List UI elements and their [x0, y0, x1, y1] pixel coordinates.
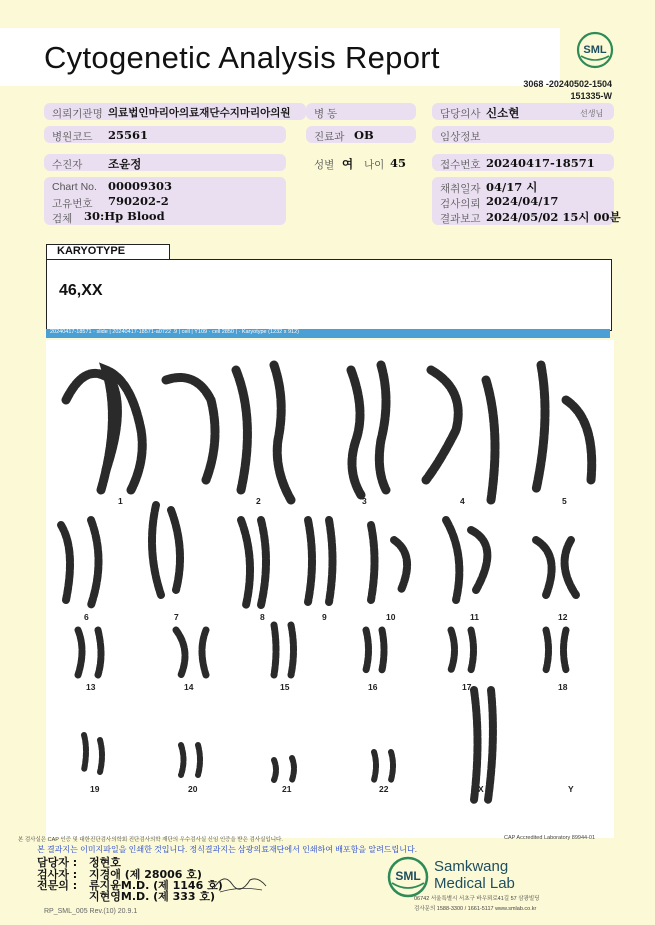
- chromosome-6b: [91, 520, 99, 605]
- chr-label-5: 5: [562, 496, 567, 506]
- chr-label-8: 8: [260, 612, 265, 622]
- chromosome-12b: [565, 540, 576, 595]
- chromosome-12a: [536, 540, 552, 595]
- staff-name-2: 지경애 (제 28006 호): [89, 868, 202, 881]
- chr-label-1: 1: [118, 496, 123, 506]
- chr-label-9: 9: [322, 612, 327, 622]
- accession-value: 20240417-18571: [486, 156, 595, 170]
- chr-label-y: Y: [568, 784, 574, 794]
- chromosome-18b: [564, 630, 567, 670]
- chromosome-14b: [202, 630, 206, 675]
- chr-label-11: 11: [470, 612, 479, 622]
- chr-label-3: 3: [362, 496, 367, 506]
- chr-label-16: 16: [368, 682, 378, 692]
- chromosome-16a: [366, 630, 369, 670]
- chromosome-xa: [474, 690, 478, 800]
- chromosome-21b: [292, 758, 294, 780]
- samkwang-logo-text: SML: [395, 869, 421, 883]
- chromosome-20b: [198, 745, 200, 775]
- institution-label: 의뢰기관명: [52, 108, 103, 120]
- chromosome-7b: [171, 510, 180, 590]
- specimen-label: 검체: [52, 213, 73, 225]
- chr-label-4: 4: [460, 496, 465, 506]
- collect-label: 채취일자: [440, 183, 481, 195]
- chromosome-2c: [274, 365, 291, 500]
- karyogram-chromosomes: [46, 340, 614, 838]
- signature-icon: [210, 868, 270, 896]
- chromosome-15b: [291, 625, 294, 675]
- institution-value: 의료법인마리아의료재단수지마리아의원: [108, 107, 291, 119]
- chr-label-19: 19: [90, 784, 100, 794]
- chromosome-2a: [166, 378, 215, 481]
- accreditation-note: CAP Accredited Laboratory 89944-01: [504, 835, 596, 841]
- chromosome-16b: [382, 630, 384, 670]
- doctor-suffix: 선생님: [580, 109, 604, 118]
- specimen-value: 30:Hp Blood: [84, 209, 165, 223]
- chromosome-18a: [546, 630, 549, 670]
- lab-name: [434, 858, 515, 892]
- karyotype-box: [46, 259, 612, 331]
- chromosome-4a: [426, 370, 458, 480]
- chromosome-22b: [391, 752, 393, 780]
- staff-name-3: 류지윤M.D. (제 1146 호): [89, 879, 223, 892]
- chromosome-14a: [176, 630, 185, 675]
- dept-value: OB: [354, 128, 374, 142]
- chr-label-17: 17: [462, 682, 472, 692]
- request-label: 검사의뢰: [440, 198, 481, 210]
- chromosome-8a: [241, 520, 250, 605]
- report-title: Cytogenetic Analysis Report: [44, 40, 440, 75]
- image-info-text: 20240417-18571 · slide | 20240417-18571-a0722 .9 | cell | Y109 · cell 2850 | · Karyotype (1232 x 912): [50, 329, 300, 335]
- chromosome-3b: [379, 365, 386, 490]
- chromosome-19a: [84, 735, 86, 770]
- ref-line-1: 3068 -20240502-1504: [523, 79, 612, 89]
- accession-label: 접수번호: [440, 159, 481, 171]
- chromosome-10a: [371, 525, 375, 600]
- chromosome-21a: [274, 760, 276, 780]
- sex-value: 여: [342, 157, 354, 171]
- dept-label: 진료과: [314, 131, 345, 143]
- chromosome-5b: [566, 400, 592, 480]
- chromosome-13a: [78, 630, 82, 675]
- staff-name-1: 정현호: [89, 856, 121, 869]
- chr-label-x: X: [478, 784, 484, 794]
- chromosome-9b: [329, 520, 333, 602]
- lab-address: 06742 서울특별시 서초구 바우뫼로41길 57 삼광빌딩: [414, 896, 540, 902]
- sml-logo-icon: [575, 30, 615, 70]
- lab-name-line-1: Samkwang: [434, 858, 509, 875]
- request-value: 2024/04/17: [486, 194, 559, 208]
- karyogram-image: [46, 340, 614, 838]
- doctor-value: 신소현: [486, 106, 520, 120]
- lab-phone: 검사문의 1588-3300 / 1661-5117 www.smlab.co.kr: [414, 906, 537, 912]
- chr-label-20: 20: [188, 784, 198, 794]
- clinical-label: 임상정보: [440, 131, 481, 143]
- chr-label-18: 18: [558, 682, 568, 692]
- form-code: RP_SML_005 Rev.(10) 20.9.1: [44, 908, 138, 915]
- collect-value: 04/17 시: [486, 180, 538, 194]
- chromosome-3a: [351, 370, 361, 495]
- chr-label-13: 13: [86, 682, 96, 692]
- staff-line-4: [37, 888, 215, 904]
- id-value: 790202-2: [108, 194, 169, 208]
- chromosome-11a: [446, 520, 459, 600]
- chromosome-5a: [536, 365, 545, 490]
- patient-value: 조윤정: [108, 157, 142, 171]
- chromosome-10b: [394, 540, 407, 590]
- chromosome-xb: [488, 690, 493, 800]
- sex-label: 성별: [314, 159, 335, 171]
- chromosome-4b: [486, 380, 495, 500]
- hospital-code-value: 25561: [108, 128, 149, 142]
- image-info-bar: [46, 329, 610, 338]
- ward-label: 병 동: [314, 108, 338, 120]
- notice-text: 본 결과지는 이미지파일을 인쇄한 것입니다. 정식결과지는 삼광의료재단에서 인쇄하여 배포함을 알려드립니다.: [37, 845, 417, 854]
- chromosome-17b: [471, 630, 474, 670]
- fine-print: 본 검사실은 CAP 인증 및 대한진단검사의학회 진단검사의학 재단의 우수검사실 신임 인증을 받은 검사실입니다.: [18, 837, 283, 843]
- samkwang-logo-icon: [386, 855, 430, 899]
- staff-role-2: 검사자 :: [37, 868, 78, 881]
- doctor-label: 담당의사: [440, 108, 481, 120]
- age-value: 45: [390, 156, 407, 170]
- chromosome-13b: [98, 630, 101, 675]
- chr-label-15: 15: [280, 682, 290, 692]
- staff-name-4: 지현영M.D. (제 333 호): [89, 890, 216, 903]
- id-label: 고유번호: [52, 198, 93, 210]
- karyotype-tab: [46, 244, 170, 260]
- chromosome-9a: [308, 520, 312, 602]
- chromosome-20a: [181, 745, 184, 775]
- report-value: 2024/05/02 15시 00분: [486, 210, 621, 224]
- hospital-code-label: 병원코드: [52, 131, 93, 143]
- chromosome-22a: [374, 752, 376, 780]
- chromosome-6a: [61, 525, 70, 600]
- chr-label-21: 21: [282, 784, 292, 794]
- lab-name-line-2: Medical Lab: [434, 875, 515, 892]
- chromosome-11b: [471, 530, 487, 590]
- staff-role-1: 담당자 :: [37, 856, 78, 869]
- sml-logo-text: SML: [583, 44, 607, 56]
- chart-value: 00009303: [108, 179, 173, 193]
- patient-label: 수진자: [52, 159, 83, 171]
- chromosome-1b: [101, 370, 142, 490]
- karyotype-label: KARYOTYPE: [57, 245, 126, 257]
- reference-number: [520, 78, 612, 102]
- report-label: 결과보고: [440, 213, 481, 225]
- chr-label-7: 7: [174, 612, 179, 622]
- chr-label-10: 10: [386, 612, 396, 622]
- chr-label-6: 6: [84, 612, 89, 622]
- age-label: 나이: [364, 159, 385, 171]
- chromosome-7a: [152, 505, 161, 595]
- staff-role-3: 전문의 :: [37, 879, 78, 892]
- chromosome-17a: [451, 630, 455, 670]
- chart-label: Chart No.: [52, 181, 97, 193]
- chr-label-12: 12: [558, 612, 568, 622]
- ref-line-2: 151335-W: [570, 91, 612, 101]
- karyotype-result: 46,XX: [59, 282, 103, 299]
- chr-label-2: 2: [256, 496, 261, 506]
- chr-label-22: 22: [379, 784, 389, 794]
- chromosome-2b: [236, 370, 247, 490]
- chr-label-14: 14: [184, 682, 194, 692]
- chromosome-8b: [261, 520, 266, 605]
- chromosome-15a: [274, 625, 276, 675]
- chromosome-19b: [100, 740, 102, 772]
